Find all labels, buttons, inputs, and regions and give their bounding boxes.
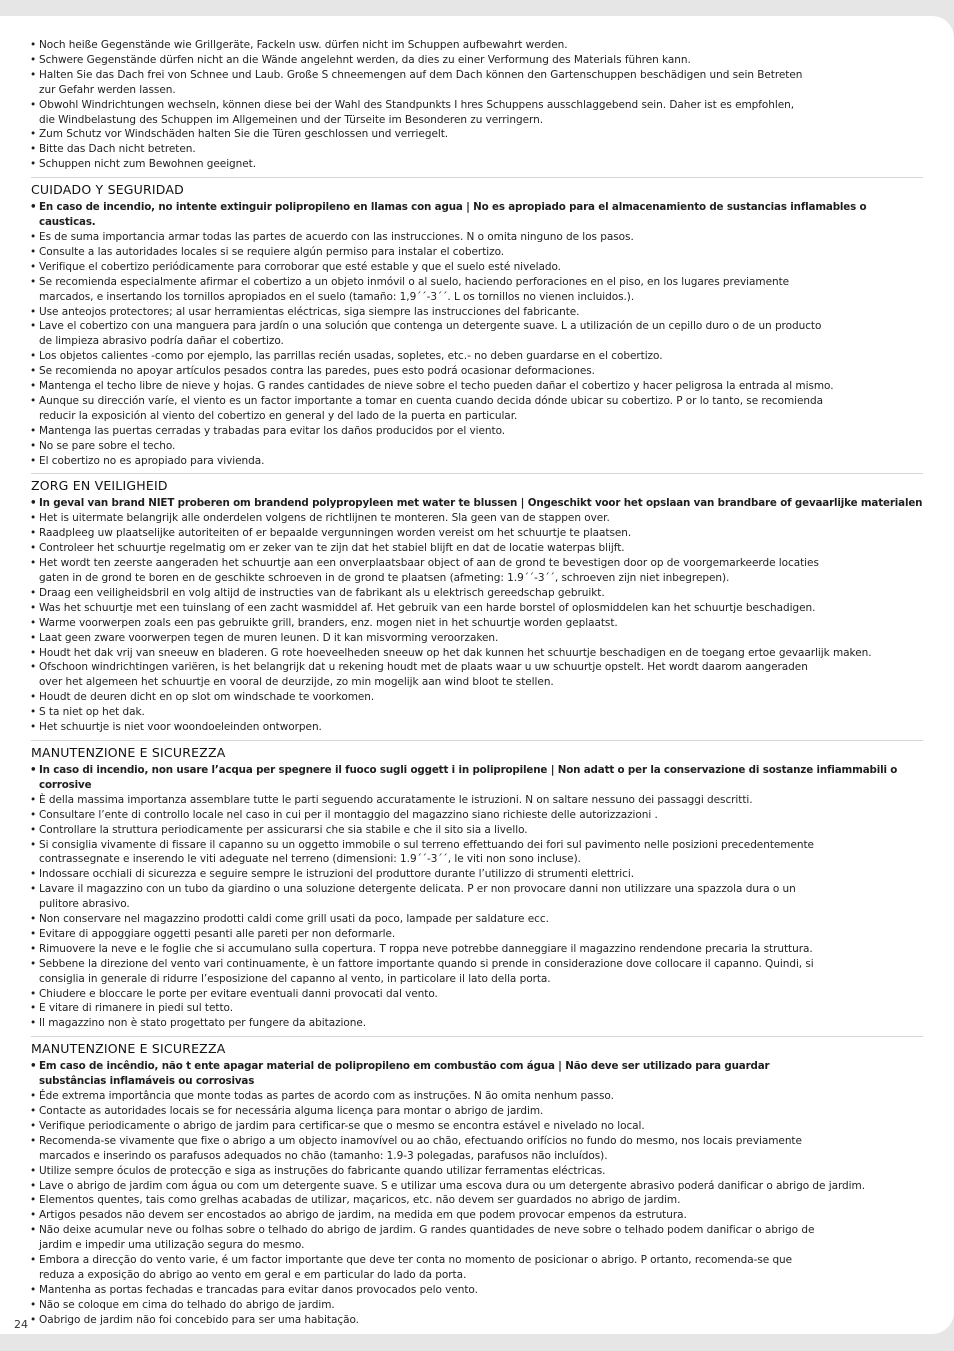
list-item: • Raadpleeg uw plaatselijke autoriteiten of er bepaalde vergunningen worden vereist om het schuurtje te plaatsen. <box>31 526 923 541</box>
section <box>31 38 923 172</box>
list-item: • Non conservare nel magazzino prodotti caldi come grill usati da poco, lampade per saldature ecc. <box>31 912 923 927</box>
list-item: • Ofschoon windrichtingen variëren, is het belangrijk dat u rekening houdt met de plaats waar u uw schuurtje opstelt. Het wordt daarom aangeraden over het algemeen het schuurtje en vooral de deurzijde, zo min mogelijk aan wind bloot te stellen. <box>31 660 923 690</box>
page-number: 24 <box>14 1318 28 1331</box>
list-item: • Controllare la struttura periodicamente per assicurarsi che sia stabile e che il sito sia a livello. <box>31 823 923 838</box>
list-item: • Sebbene la direzione del vento vari continuamente, è un fattore importante quando si prende in considerazione dove collocare il capanno. Quindi, si consiglia in generale di ridurre l’esposizione del capanno al vento, in particolare il lato della porta. <box>31 957 923 987</box>
list-item: • Los objetos calientes -como por ejemplo, las parrillas recién usadas, sopletes, etc.- no deben guardarse en el cobertizo. <box>31 349 923 364</box>
section-header <box>31 473 923 496</box>
warning-list-item: • In geval van brand NIET proberen om brandend polypropyleen met water te blussen | Ongeschikt voor het opslaan van brandbare of gevaarlijke materialen <box>31 496 923 511</box>
section-header <box>31 740 923 763</box>
list-item: • Mantenga las puertas cerradas y trabadas para evitar los daños producidos por el viento. <box>31 424 923 439</box>
list-item: • Schwere Gegenstände dürfen nicht an die Wände angelehnt werden, da dies zu einer Verformung des Materials führen kann. <box>31 53 923 68</box>
list-item: • Não se coloque em cima do telhado do abrigo de jardim. <box>31 1298 923 1313</box>
list-item: • Embora a direcção do vento varie, é um factor importante que deve ter conta no momento de posicionar o abrigo. P ortanto, recomenda-se que reduza a exposição do abrigo ao vento em geral e em particular do lado da porta. <box>31 1253 923 1283</box>
bullet-list <box>31 763 923 1031</box>
list-item: • Se recomienda no apoyar artículos pesados contra las paredes, pues esto podrá ocasionar deformaciones. <box>31 364 923 379</box>
list-item: • Se recomienda especialmente afirmar el cobertizo a un objeto inmóvil o al suelo, haciendo perforaciones en el piso, en los lugares previamente marcados, e insertando los tornillos apropiados en el suelo (tamaño: 1,9´´-3´´. L os tornillos no vienen incluidos.). <box>31 275 923 305</box>
list-item: • Lave el cobertizo con una manguera para jardín o una solución que contenga un detergente suave. L a utilización de un cepillo duro o de un producto de limpieza abrasivo podría dañar el cobertizo. <box>31 319 923 349</box>
list-item: • Lave o abrigo de jardim com água ou com um detergente suave. S e utilizar uma escova dura ou um detergente abrasivo poderá danificar o abrigo de jardim. <box>31 1179 923 1194</box>
list-item: • Mantenga el techo libre de nieve y hojas. G randes cantidades de nieve sobre el techo pueden dañar el cobertizo y hacer peligrosa la entrada al mismo. <box>31 379 923 394</box>
list-item: • Mantenha as portas fechadas e trancadas para evitar danos provocados pelo vento. <box>31 1283 923 1298</box>
list-item: • Utilize sempre óculos de protecção e siga as instruções do fabricante quando utilizar ferramentas eléctricas. <box>31 1164 923 1179</box>
list-item: • Artigos pesados não devem ser encostados ao abrigo de jardim, na medida em que podem provocar empenos da estrutura. <box>31 1208 923 1223</box>
list-item: • Het wordt ten zeerste aangeraden het schuurtje aan een onverplaatsbaar object of aan de grond te bevestigen door op de voorgemarkeerde locaties gaten in de grond te boren en de geschikte schroeven in de grond te plaatsen (afmeting: 1.9´´-3´´, schroeven zijn niet inbegrepen). <box>31 556 923 586</box>
list-item: • El cobertizo no es apropiado para vivienda. <box>31 454 923 469</box>
list-item: • Lavare il magazzino con un tubo da giardino o una soluzione detergente delicata. P er non provocare danni non utilizzare una spazzola dura o un pulitore abrasivo. <box>31 882 923 912</box>
list-item: • Halten Sie das Dach frei von Schnee und Laub. Große S chneemengen auf dem Dach können den Gartenschuppen beschädigen und sein Betreten zur Gefahr werden lassen. <box>31 68 923 98</box>
section-title: CUIDADO Y SEGURIDAD <box>31 182 184 198</box>
list-item: • No se pare sobre el techo. <box>31 439 923 454</box>
list-item: • Laat geen zware voorwerpen tegen de muren leunen. D it kan misvorming veroorzaken. <box>31 631 923 646</box>
list-item: • Consulte a las autoridades locales si se requiere algún permiso para instalar el cobertizo. <box>31 245 923 260</box>
bullet-list <box>31 496 923 735</box>
section-title: ZORG EN VEILIGHEID <box>31 478 168 494</box>
section <box>31 740 923 1031</box>
list-item: • Si consiglia vivamente di fissare il capanno su un oggetto immobile o sul terreno effettuando dei fori sul pavimento nelle posizioni precedentemente contrassegnate e inserendo le viti adeguate nel terreno (dimensioni: 1.9´´-3´´, le viti non sono incluse). <box>31 838 923 868</box>
list-item: • Chiudere e bloccare le porte per evitare eventuali danni provocati dal vento. <box>31 987 923 1002</box>
warning-list-item: • In caso di incendio, non usare l’acqua per spegnere il fuoco sugli oggett i in polipropilene | Non adatt o per la conservazione di sostanze infiammabili o corrosive <box>31 763 923 793</box>
list-item: • Rimuovere la neve e le foglie che si accumulano sulla copertura. T roppa neve potrebbe danneggiare il magazzino rendendone precaria la struttura. <box>31 942 923 957</box>
bullet-list <box>31 38 923 172</box>
list-item: • Consultare l’ente di controllo locale nel caso in cui per il montaggio del magazzino siano richieste delle autorizzazioni . <box>31 808 923 823</box>
warning-list-item: • En caso de incendio, no intente extinguir polipropileno en llamas con agua | No es apropiado para el almacenamiento de sustancias inflamables o causticas. <box>31 200 923 230</box>
list-item: • Aunque su dirección varíe, el viento es un factor importante a tomar en cuenta cuando decida dónde ubicar su cobertizo. P or lo tanto, se recomienda reducir la exposición al viento del cobertizo en general y del lado de la puerta en particular. <box>31 394 923 424</box>
section-header <box>31 1036 923 1059</box>
list-item: • Verifique el cobertizo periódicamente para corroborar que esté estable y que el suelo esté nivelado. <box>31 260 923 275</box>
section-title: MANUTENZIONE E SICUREZZA <box>31 744 226 760</box>
list-item: • Indossare occhiali di sicurezza e seguire sempre le istruzioni del produttore durante l’utilizzo di strumenti elettrici. <box>31 867 923 882</box>
warning-list-item: • Em caso de incêndio, não t ente apagar material de polipropileno em combustão com água | Não deve ser utilizado para guardar substâncias inflamáveis ou corrosivas <box>31 1059 923 1089</box>
list-item: • E vitare di rimanere in piedi sul tetto. <box>31 1001 923 1016</box>
list-item: • Bitte das Dach nicht betreten. <box>31 142 923 157</box>
document-content <box>31 38 923 1328</box>
list-item: • Éde extrema importância que monte todas as partes de acordo com as instruções. N ão omita nenhum passo. <box>31 1089 923 1104</box>
section <box>31 1036 923 1327</box>
list-item: • È della massima importanza assemblare tutte le parti seguendo accuratamente le istruzioni. N on saltare nessuno dei passaggi descritti. <box>31 793 923 808</box>
list-item: • Não deixe acumular neve ou folhas sobre o telhado do abrigo de jardim. G randes quantidades de neve sobre o telhado podem danificar o abrigo de jardim e impedir uma utilização segura do mesmo. <box>31 1223 923 1253</box>
list-item: • Controleer het schuurtje regelmatig om er zeker van te zijn dat het stabiel blijft en dat de locatie waterpas blijft. <box>31 541 923 556</box>
list-item: • Recomenda-se vivamente que fixe o abrigo a um objecto inamovível ou ao chão, efectuando orifícios no fundo do mesmo, nos locais previamente marcados e inserindo os parafusos adequados no chão (tamanho: 1.9-3 polegadas, parafusos não incluídos). <box>31 1134 923 1164</box>
list-item: • Elementos quentes, tais como grelhas acabadas de utilizar, maçaricos, etc. não devem ser guardados no abrigo de jardim. <box>31 1193 923 1208</box>
list-item: • Il magazzino non è stato progettato per fungere da abitazione. <box>31 1016 923 1031</box>
list-item: • Contacte as autoridades locais se for necessária alguma licença para montar o abrigo de jardim. <box>31 1104 923 1119</box>
list-item: • Houdt het dak vrij van sneeuw en bladeren. G rote hoeveelheden sneeuw op het dak kunnen het schuurtje beschadigen en de toegang ertoe gevaarlijk maken. <box>31 646 923 661</box>
list-item: • Zum Schutz vor Windschäden halten Sie die Türen geschlossen und verriegelt. <box>31 127 923 142</box>
list-item: • Schuppen nicht zum Bewohnen geeignet. <box>31 157 923 172</box>
bullet-list <box>31 200 923 468</box>
list-item: • Es de suma importancia armar todas las partes de acuerdo con las instrucciones. N o omita ninguno de los pasos. <box>31 230 923 245</box>
list-item: • Warme voorwerpen zoals een pas gebruikte grill, branders, enz. mogen niet in het schuurtje worden geplaatst. <box>31 616 923 631</box>
list-item: • Was het schuurtje met een tuinslang of een zacht wasmiddel af. Het gebruik van een harde borstel of oplosmiddelen kan het schuurtje beschadigen. <box>31 601 923 616</box>
list-item: • Use anteojos protectores; al usar herramientas eléctricas, siga siempre las instrucciones del fabricante. <box>31 305 923 320</box>
section <box>31 473 923 735</box>
bullet-list <box>31 1059 923 1327</box>
list-item: • Evitare di appoggiare oggetti pesanti alle pareti per non deformarle. <box>31 927 923 942</box>
list-item: • Het schuurtje is niet voor woondoeleinden ontworpen. <box>31 720 923 735</box>
list-item: • Oabrigo de jardim não foi concebido para ser uma habitação. <box>31 1313 923 1328</box>
list-item: • Houdt de deuren dicht en op slot om windschade te voorkomen. <box>31 690 923 705</box>
section <box>31 177 923 468</box>
list-item: • Draag een veiligheidsbril en volg altijd de instructies van de fabrikant als u elektrisch gereedschap gebruikt. <box>31 586 923 601</box>
section-title: MANUTENZIONE E SICUREZZA <box>31 1041 226 1057</box>
list-item: • Verifique periodicamente o abrigo de jardim para certificar-se que o mesmo se encontra estável e nivelado no local. <box>31 1119 923 1134</box>
list-item: • Obwohl Windrichtungen wechseln, können diese bei der Wahl des Standpunkts I hres Schuppens ausschlaggebend sein. Daher ist es empfohlen, die Windbelastung des Schuppen im Allgemeinen und der Türseite im Besonderen zu verringern. <box>31 98 923 128</box>
list-item: • Het is uitermate belangrijk alle onderdelen volgens de richtlijnen te monteren. Sla geen van de stappen over. <box>31 511 923 526</box>
list-item: • Noch heiße Gegenstände wie Grillgeräte, Fackeln usw. dürfen nicht im Schuppen aufbewahrt werden. <box>31 38 923 53</box>
section-header <box>31 177 923 200</box>
list-item: • S ta niet op het dak. <box>31 705 923 720</box>
